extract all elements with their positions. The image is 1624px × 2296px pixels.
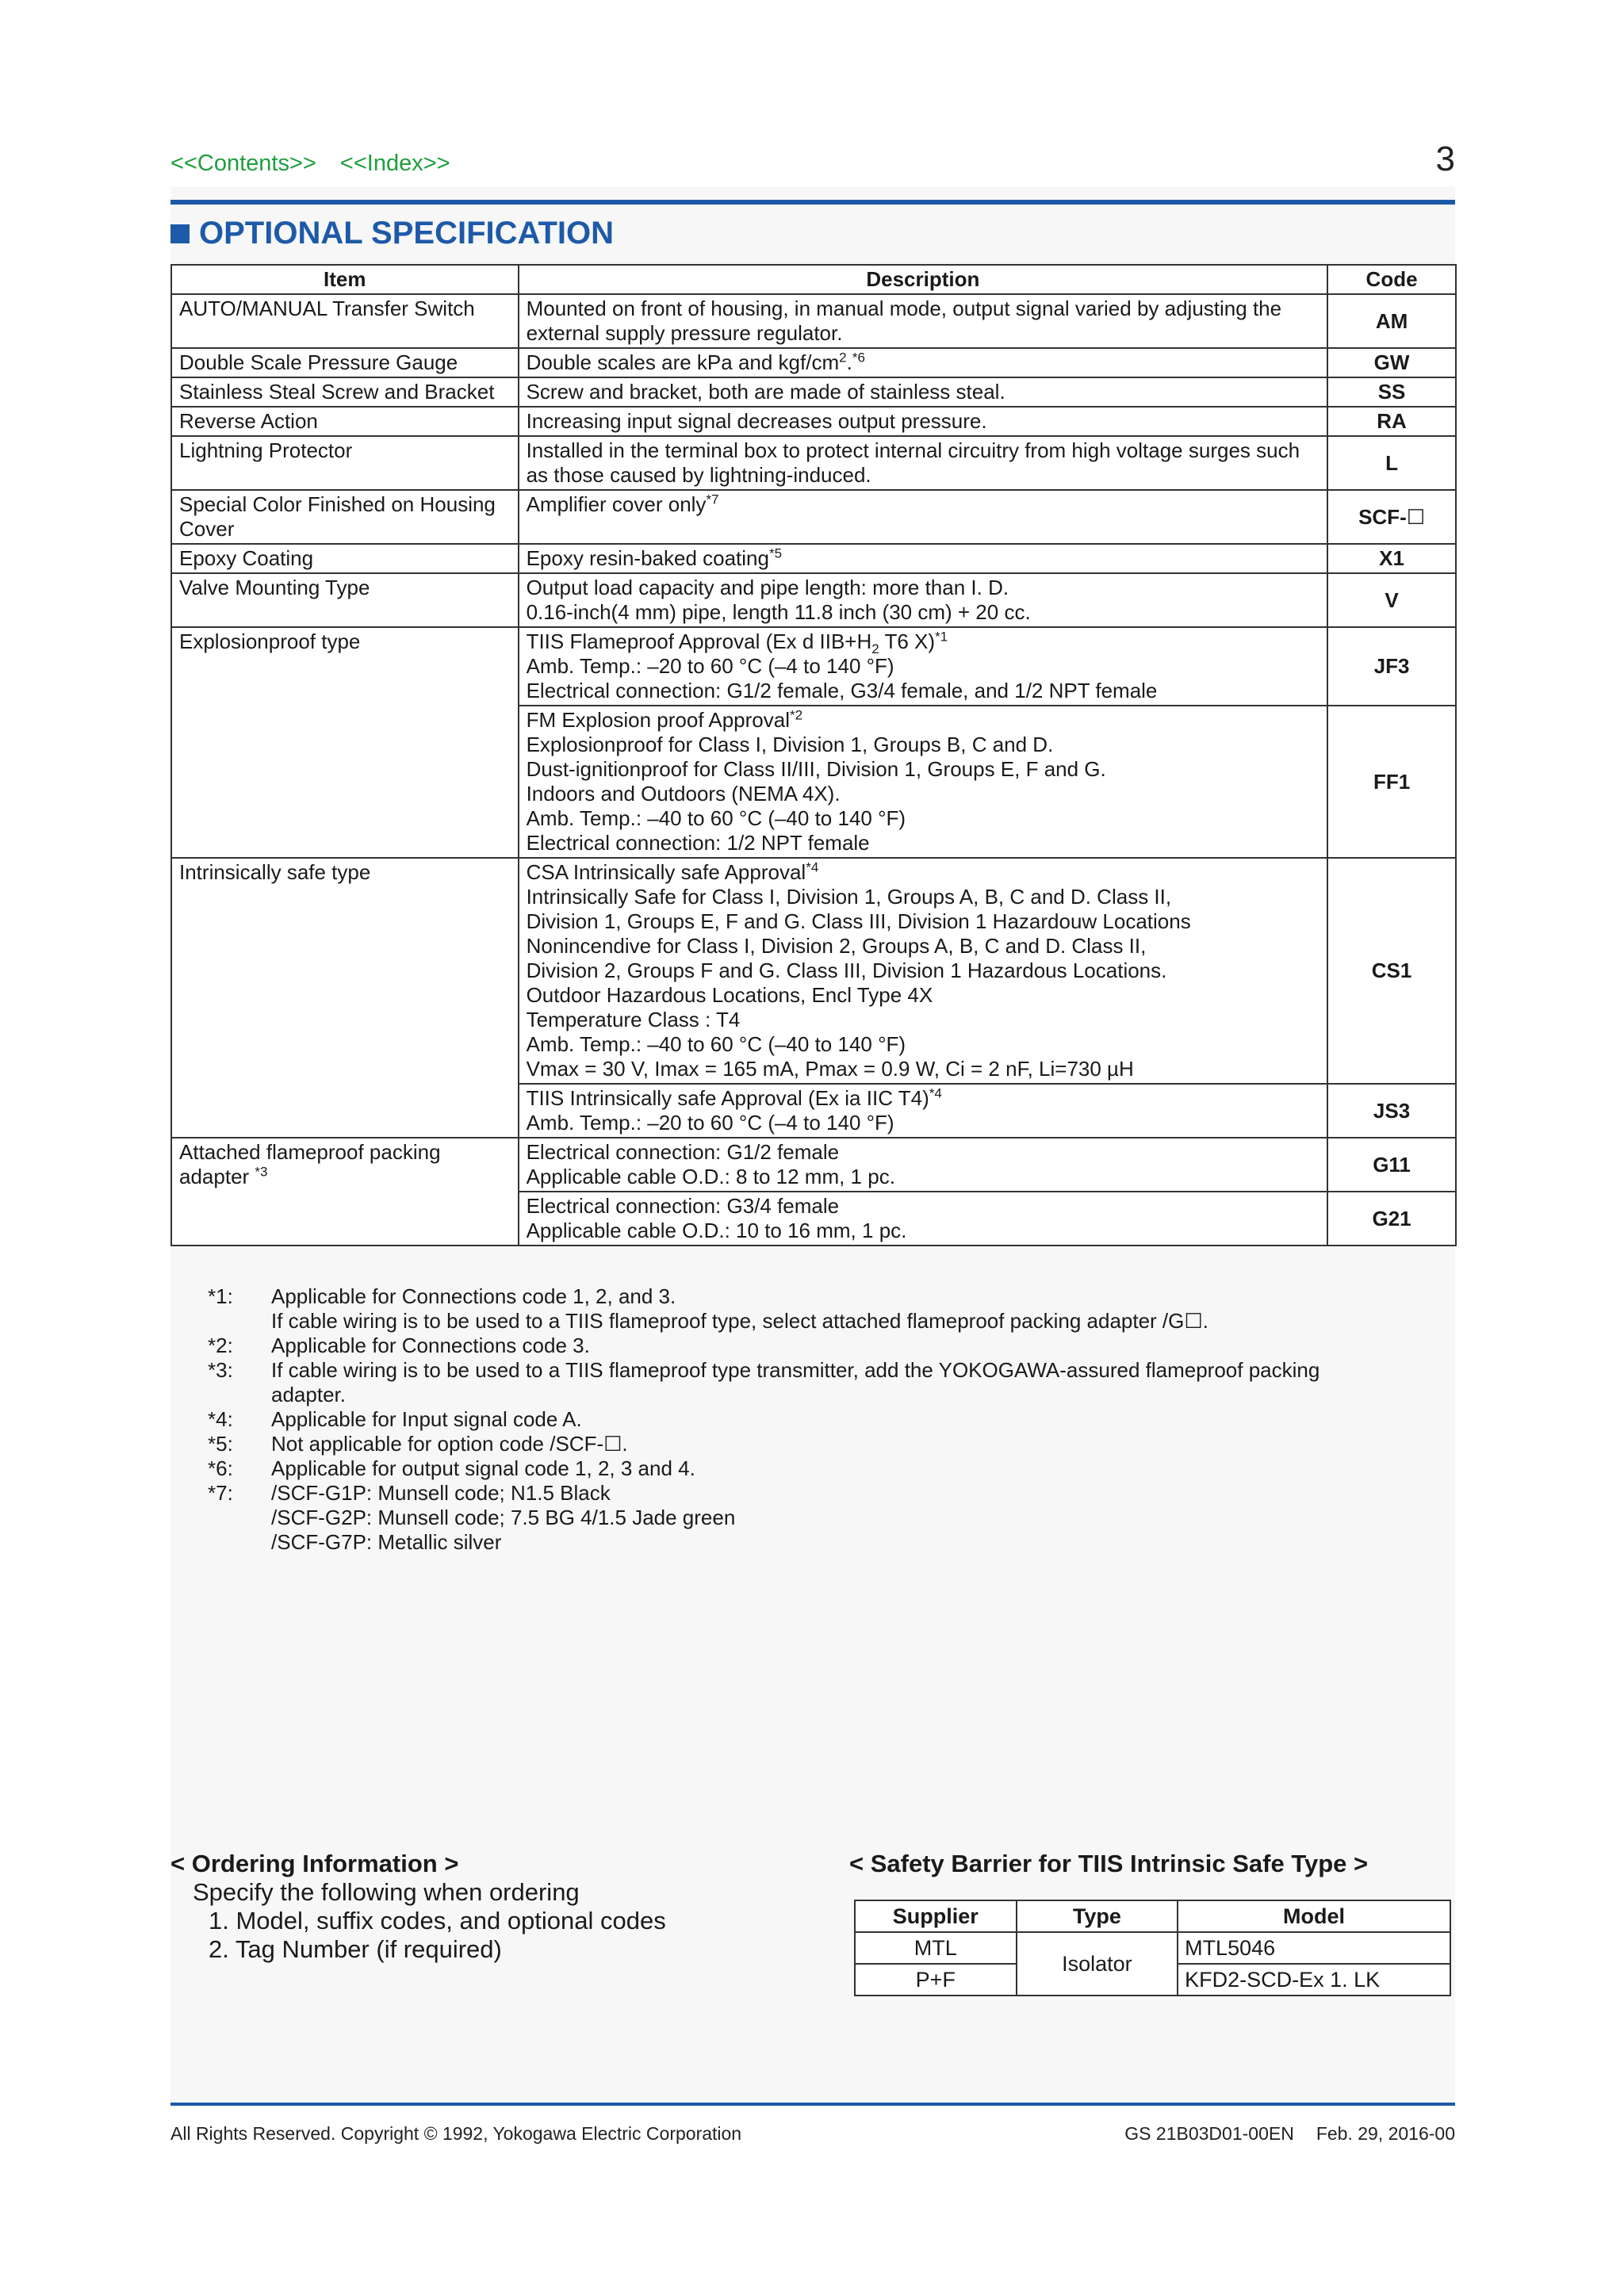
description-line: as those caused by lightning-induced. <box>526 463 871 487</box>
footnote-line: If cable wiring is to be used to a TIIS flameproof type, select attached flameproof packing adapter /G☐. <box>271 1309 1208 1333</box>
description-cell <box>519 490 1328 544</box>
description-line: Electrical connection: G3/4 female <box>526 1194 840 1218</box>
description-line: Intrinsically Safe for Class I, Division 1, Groups A, B, C and D. Class II, <box>526 885 1172 909</box>
footnote-line: Applicable for Input signal code A. <box>271 1407 582 1431</box>
description-line: Electrical connection: G1/2 female <box>526 1140 840 1164</box>
header-type: Type <box>1017 1900 1178 1932</box>
code-cell: JS3 <box>1327 1084 1456 1138</box>
footnote-ref: *5 <box>768 545 783 561</box>
footnote-line: /SCF-G2P: Munsell code; 7.5 BG 4/1.5 Jade green <box>271 1506 736 1529</box>
footnote-line: Applicable for output signal code 1, 2, 3 and 4. <box>271 1456 695 1480</box>
ordering-heading: < Ordering Information > <box>170 1850 459 1877</box>
footnote-line: Applicable for Connections code 1, 2, and 3. <box>271 1284 676 1308</box>
description-line: Electrical connection: G1/2 female, G3/4 female, and 1/2 NPT female <box>526 679 1158 702</box>
item-cell: AUTO/MANUAL Transfer Switch <box>171 294 519 348</box>
type-cell: Isolator <box>1017 1932 1178 1996</box>
header-item: Item <box>171 265 519 294</box>
code-cell: AM <box>1327 294 1456 348</box>
document-date: Feb. 29, 2016-00 <box>1316 2123 1455 2144</box>
description-text: . <box>846 350 852 374</box>
header-supplier: Supplier <box>855 1900 1017 1932</box>
table-row <box>171 348 1456 377</box>
table-row <box>171 407 1456 436</box>
safety-barrier-section <box>849 1850 1368 1878</box>
description-line <box>527 1086 1320 1111</box>
footnote-text <box>271 1432 1397 1456</box>
table-header-row <box>171 265 1456 294</box>
footnote-mark: *4: <box>208 1407 233 1431</box>
table-row <box>855 1932 1450 1964</box>
header-rule <box>170 200 1455 205</box>
footer-rule <box>170 2103 1455 2106</box>
footnote-ref: *1 <box>935 629 948 645</box>
item-cell: Epoxy Coating <box>171 544 519 573</box>
code-cell: X1 <box>1327 544 1456 573</box>
description-cell <box>519 1084 1328 1138</box>
item-cell: Reverse Action <box>171 407 519 436</box>
item-cell: Double Scale Pressure Gauge <box>171 348 519 377</box>
code-cell: GW <box>1327 348 1456 377</box>
description-text: TIIS Flameproof Approval (Ex d IIB+H <box>526 629 872 653</box>
footnote-mark: *1: <box>208 1284 233 1308</box>
model-cell: KFD2-SCD-Ex 1. LK <box>1178 1964 1450 1996</box>
description-line: Electrical connection: 1/2 NPT female <box>526 831 870 855</box>
header-code: Code <box>1327 265 1456 294</box>
footnote-ref: *6 <box>852 350 865 365</box>
footnote-line: adapter. <box>271 1383 346 1406</box>
description-text: TIIS Intrinsically safe Approval (Ex ia IIC T4) <box>526 1086 929 1110</box>
footnote-ref: *3 <box>255 1164 268 1180</box>
footnote-ref: *4 <box>929 1085 942 1101</box>
contents-link[interactable]: <<Contents>> <box>170 151 316 176</box>
footnote-mark: *5: <box>208 1432 233 1456</box>
description-line: Temperature Class : T4 <box>526 1008 741 1031</box>
description-line: Installed in the terminal box to protect internal circuitry from high voltage surges such <box>526 438 1300 462</box>
description-cell <box>519 627 1328 706</box>
footnote <box>208 1407 1397 1432</box>
description-text: Amplifier cover only <box>526 492 707 516</box>
description-cell <box>519 544 1328 573</box>
footnote <box>208 1456 1397 1481</box>
description-line: Amb. Temp.: –40 to 60 °C (–40 to 140 °F) <box>526 1032 906 1056</box>
code-cell: JF3 <box>1327 627 1456 706</box>
code-cell: RA <box>1327 407 1456 436</box>
index-link[interactable]: <<Index>> <box>339 151 450 176</box>
footnote-mark: *6: <box>208 1456 233 1480</box>
item-line: Cover <box>179 517 235 541</box>
description-cell <box>519 348 1328 377</box>
table-row <box>171 627 1456 706</box>
item-text: adapter <box>179 1165 255 1188</box>
footnote-line: /SCF-G1P: Munsell code; N1.5 Black <box>271 1481 611 1505</box>
footnote-text <box>271 1481 1397 1555</box>
footnote-mark: *3: <box>208 1358 233 1382</box>
item-cell: Valve Mounting Type <box>171 573 519 627</box>
description-line: Amb. Temp.: –20 to 60 °C (–4 to 140 °F) <box>526 654 894 678</box>
model-cell: MTL5046 <box>1178 1932 1450 1964</box>
description-line: Applicable cable O.D.: 10 to 16 mm, 1 pc. <box>526 1219 907 1242</box>
item-cell <box>171 490 519 544</box>
description-line: Output load capacity and pipe length: more than I. D. <box>526 576 1009 599</box>
description-cell <box>519 573 1328 627</box>
item-line <box>179 1165 511 1189</box>
description-line: Division 2, Groups F and G. Class III, Division 1 Hazardous Locations. <box>526 959 1167 982</box>
description-line: 0.16-inch(4 mm) pipe, length 11.8 inch (30 cm) + 20 cc. <box>526 600 1031 624</box>
table-header-row <box>855 1900 1450 1932</box>
footnote <box>208 1481 1397 1555</box>
description-line: Amb. Temp.: –40 to 60 °C (–40 to 140 °F) <box>526 806 906 830</box>
footnote-text <box>271 1407 1397 1432</box>
description-line: Dust-ignitionproof for Class II/III, Division 1, Groups E, F and G. <box>526 757 1106 781</box>
description-line: Explosionproof for Class I, Division 1, Groups B, C and D. <box>526 733 1054 756</box>
document-id <box>1124 2123 1455 2145</box>
table-row <box>171 1138 1456 1192</box>
footnote-text <box>271 1456 1397 1481</box>
header-model: Model <box>1178 1900 1450 1932</box>
section-title <box>170 216 614 251</box>
safety-barrier-heading: < Safety Barrier for TIIS Intrinsic Safe Type > <box>849 1850 1369 1877</box>
table-row <box>171 858 1456 1084</box>
footnote <box>208 1358 1397 1407</box>
description-line: Applicable cable O.D.: 8 to 12 mm, 1 pc. <box>526 1165 895 1188</box>
description-text: Double scales are kPa and kgf/cm <box>526 350 840 374</box>
code-cell: G21 <box>1327 1192 1456 1246</box>
description-line <box>527 860 1320 885</box>
footnote-line: /SCF-G7P: Metallic silver <box>271 1530 502 1554</box>
description-line: external supply pressure regulator. <box>526 321 843 345</box>
description-line: Vmax = 30 V, Imax = 165 mA, Pmax = 0.9 W, Ci = 2 nF, Li=730 µH <box>526 1057 1134 1081</box>
item-cell: Explosionproof type <box>171 627 519 858</box>
code-cell: G11 <box>1327 1138 1456 1192</box>
code-cell: L <box>1327 436 1456 490</box>
code-cell: V <box>1327 573 1456 627</box>
footnote-ref: *7 <box>706 492 719 507</box>
table-row <box>171 436 1456 490</box>
footnote-mark: *7: <box>208 1481 233 1505</box>
top-navigation <box>170 151 468 177</box>
footnotes <box>208 1284 1397 1555</box>
footnote <box>208 1334 1397 1358</box>
code-cell: FF1 <box>1327 706 1456 858</box>
footnote-line: Not applicable for option code /SCF-☐. <box>271 1432 628 1456</box>
description-cell <box>519 436 1328 490</box>
code-cell: SCF-☐ <box>1327 490 1456 544</box>
description-line <box>527 708 1320 733</box>
footnote <box>208 1284 1397 1334</box>
item-line: Special Color Finished on Housing <box>179 492 496 516</box>
ordering-item: 1. Model, suffix codes, and optional codes <box>209 1907 666 1934</box>
table-row <box>171 294 1456 348</box>
item-line: Attached flameproof packing <box>179 1140 441 1164</box>
description-line: Nonincendive for Class I, Division 2, Groups A, B, C and D. Class II, <box>526 934 1147 958</box>
ordering-intro: Specify the following when ordering <box>193 1878 580 1906</box>
safety-barrier-table <box>854 1900 1451 1996</box>
table-row <box>171 573 1456 627</box>
description-cell <box>519 1192 1328 1246</box>
superscript: 2 <box>839 350 847 365</box>
description-text: CSA Intrinsically safe Approval <box>526 860 806 884</box>
footnote-text <box>271 1358 1397 1407</box>
table-row <box>171 490 1456 544</box>
footnote-ref: *4 <box>806 859 819 875</box>
footnote-mark: *2: <box>208 1334 233 1357</box>
code-cell: SS <box>1327 377 1456 407</box>
description-cell <box>519 706 1328 858</box>
item-cell: Intrinsically safe type <box>171 858 519 1138</box>
section-title-text: OPTIONAL SPECIFICATION <box>199 216 614 251</box>
ordering-item: 2. Tag Number (if required) <box>209 1935 502 1963</box>
footnote-line: Applicable for Connections code 3. <box>271 1334 590 1357</box>
description-cell <box>519 294 1328 348</box>
description-cell <box>519 1138 1328 1192</box>
header-description: Description <box>519 265 1328 294</box>
footnote-line: If cable wiring is to be used to a TIIS flameproof type transmitter, add the YOKOGAWA-assured flameproof packing <box>271 1358 1320 1382</box>
description-line: Mounted on front of housing, in manual mode, output signal varied by adjusting the <box>526 297 1282 320</box>
subscript: 2 <box>871 641 879 657</box>
footnote <box>208 1432 1397 1456</box>
supplier-cell: MTL <box>855 1932 1017 1964</box>
description-line: Division 1, Groups E, F and G. Class III, Division 1 Hazardouw Locations <box>526 909 1191 933</box>
item-cell <box>171 1138 519 1246</box>
item-cell: Stainless Steal Screw and Bracket <box>171 377 519 407</box>
description-line <box>526 629 1320 657</box>
ordering-information <box>170 1850 666 1964</box>
copyright-notice: All Rights Reserved. Copyright © 1992, Yokogawa Electric Corporation <box>170 2123 742 2144</box>
supplier-cell: P+F <box>855 1964 1017 1996</box>
table-row <box>171 377 1456 407</box>
description-line: Indoors and Outdoors (NEMA 4X). <box>526 782 841 806</box>
document-number: GS 21B03D01-00EN <box>1124 2123 1294 2144</box>
square-bullet-icon <box>170 224 190 243</box>
description-cell <box>519 858 1328 1084</box>
footnote-text <box>271 1334 1397 1358</box>
description-cell: Screw and bracket, both are made of stainless steal. <box>519 377 1328 407</box>
footnote-text <box>271 1284 1397 1334</box>
description-text: T6 X) <box>879 629 936 653</box>
page-number: 3 <box>1435 140 1455 178</box>
code-cell: CS1 <box>1327 858 1456 1084</box>
item-cell: Lightning Protector <box>171 436 519 490</box>
footnote-ref: *2 <box>789 707 803 723</box>
description-line: Outdoor Hazardous Locations, Encl Type 4X <box>526 983 933 1007</box>
description-text: Epoxy resin-baked coating <box>526 546 769 570</box>
description-text: FM Explosion proof Approval <box>526 708 790 732</box>
table-row <box>171 544 1456 573</box>
description-cell: Increasing input signal decreases output pressure. <box>519 407 1328 436</box>
description-line: Amb. Temp.: –20 to 60 °C (–4 to 140 °F) <box>526 1111 894 1135</box>
optional-specification-table <box>170 264 1457 1246</box>
